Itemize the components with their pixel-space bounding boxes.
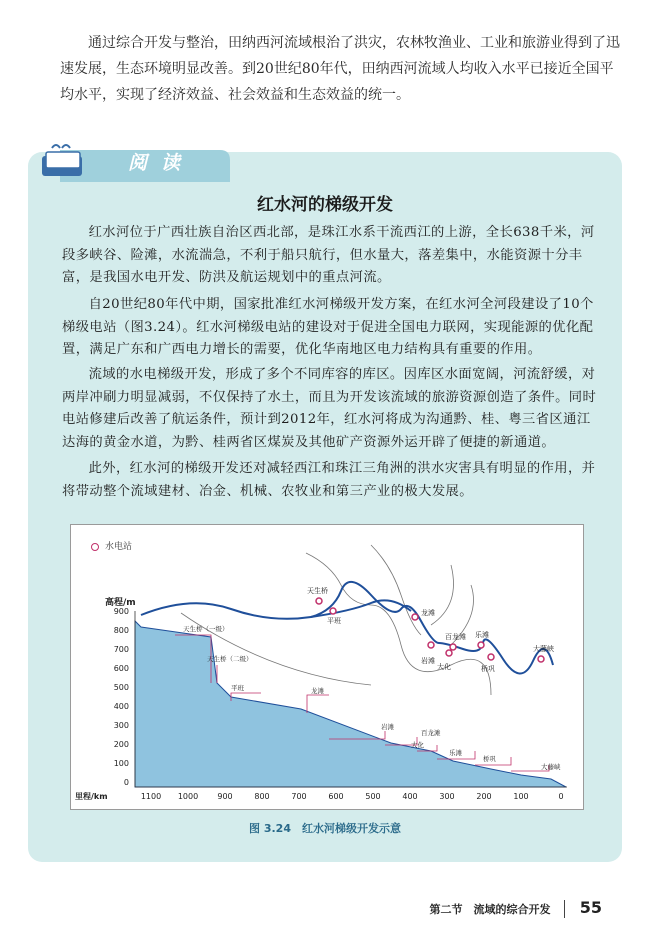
map-label-tianshengqiao: 天生桥 xyxy=(307,587,328,595)
profile-label: 龙滩 xyxy=(311,687,324,695)
map-label-yantan: 岩滩 xyxy=(421,657,435,665)
x-tick: 600 xyxy=(328,792,344,801)
map-label-datengxia: 大藤峡 xyxy=(533,645,554,653)
map-label-pingban: 平班 xyxy=(327,617,341,625)
x-tick: 700 xyxy=(291,792,307,801)
map-station-yantan xyxy=(428,642,434,648)
profile-chart xyxy=(71,525,583,809)
map-label-qiaogong: 桥巩 xyxy=(481,665,495,673)
y-tick: 0 xyxy=(123,778,129,787)
paragraph-3: 流域的水电梯级开发，形成了多个不同库容的库区。因库区水面宽阔，河流舒缓，对两岸冲刷力明显减弱，不仅保持了水土，而且为开发该流域的旅游资源创造了条件。同时电站修建后改善了航运条件，预计到2012年，红水河将成为沟通黔、桂、粤三省区通江达海的黄金水道，为黔、桂两省区煤炭及其他矿产资源外运开辟了便捷的新通道。 xyxy=(62,367,597,450)
reading-label: 阅读 xyxy=(128,152,195,174)
x-tick: 500 xyxy=(365,792,381,801)
intro-paragraph: 通过综合开发与整治，田纳西河流域根治了洪灾，农林牧渔业、工业和旅游业得到了迅速发展，生态环境明显改善。到20世纪80年代，田纳西河流域人均收入水平已接近全国平均水平，实现了经济效益、社会效益和生态效益的统一。 xyxy=(60,35,620,103)
x-axis-title: 里程/km xyxy=(75,792,108,801)
profile-label: 岩滩 xyxy=(381,723,394,731)
map-station-longtan xyxy=(412,614,418,620)
map-label-bailongtan: 百龙滩 xyxy=(445,633,466,641)
y-axis-title: 高程/m xyxy=(105,598,136,608)
legend-label: 水电站 xyxy=(105,542,133,552)
x-tick: 900 xyxy=(217,792,233,801)
paragraph-4: 此外，红水河的梯级开发还对减轻西江和珠江三角洲的洪水灾害具有明显的作用，并将带动整个流域建材、冶金、机械、农牧业和第三产业的极大发展。 xyxy=(62,461,596,499)
book-icon xyxy=(42,145,82,176)
map-stations xyxy=(316,598,544,662)
y-tick: 500 xyxy=(113,683,129,692)
paragraph-1: 红水河位于广西壮族自治区西北部，是珠江水系干流西江的上游，全长638千米，河段多峡谷、险滩，水流湍急，不利于船只航行，但水量大，落差集中，水能资源十分丰富，是我国水电开发、防洪及航运规划中的重点河流。 xyxy=(62,225,595,285)
x-ticks xyxy=(141,792,564,801)
figure-caption: 图 3.24 红水河梯级开发示意 xyxy=(249,822,401,835)
map-station-letan xyxy=(478,642,484,648)
map-station-tianshengqiao xyxy=(316,598,322,604)
map-station-pingban xyxy=(330,608,336,614)
map-station-qiaogong xyxy=(488,654,494,660)
figure-hydro-profile xyxy=(70,524,584,810)
footer-divider xyxy=(564,900,565,918)
paragraph-2: 自20世纪80年代中期，国家批准红水河梯级开发方案，在红水河全河段建设了10个梯级电站（图3.24）。红水河梯级电站的建设对于促进全国电力联网，实现能源的优化配置，满足广东和广西电力增长的需要，优化华南地区电力结构具有重要的作用。 xyxy=(62,297,594,357)
article-title: 红水河的梯级开发 xyxy=(257,195,393,215)
map-label-longtan: 龙滩 xyxy=(421,609,435,617)
profile-label: 大藤峡 xyxy=(541,763,561,771)
map-label-letan: 乐滩 xyxy=(475,631,489,639)
x-tick: 400 xyxy=(402,792,418,801)
map-station-datengxia xyxy=(538,656,544,662)
profile-label: 百龙滩 xyxy=(421,729,441,737)
y-tick: 300 xyxy=(113,721,129,730)
map-station-bailongtan xyxy=(450,644,456,650)
page-number: 55 xyxy=(579,898,602,917)
x-tick: 0 xyxy=(558,792,564,801)
map-station-dahua xyxy=(446,650,452,656)
page-footer xyxy=(430,898,602,918)
map-label-dahua: 大化 xyxy=(437,663,451,671)
x-tick: 100 xyxy=(513,792,529,801)
y-tick: 200 xyxy=(113,740,129,749)
y-ticks xyxy=(114,607,129,787)
y-tick: 800 xyxy=(113,626,129,635)
y-tick: 900 xyxy=(113,607,129,616)
y-tick: 100 xyxy=(113,759,129,768)
profile-label: 大化 xyxy=(411,741,424,749)
footer-section-title: 第二节 流域的综合开发 xyxy=(429,903,551,916)
x-tick: 800 xyxy=(254,792,270,801)
profile-label: 乐滩 xyxy=(449,749,462,757)
x-tick: 1100 xyxy=(140,792,162,801)
y-tick: 400 xyxy=(113,702,129,711)
profile-label: 天生桥（一级） xyxy=(183,625,229,633)
x-tick: 1000 xyxy=(177,792,199,801)
y-tick: 600 xyxy=(113,664,129,673)
x-tick: 200 xyxy=(476,792,492,801)
y-tick: 700 xyxy=(113,645,129,654)
profile-water-area xyxy=(135,621,566,787)
x-tick: 300 xyxy=(439,792,455,801)
profile-label: 天生桥（二级） xyxy=(207,655,253,663)
profile-label: 平班 xyxy=(231,684,244,692)
profile-label: 桥巩 xyxy=(483,755,496,763)
